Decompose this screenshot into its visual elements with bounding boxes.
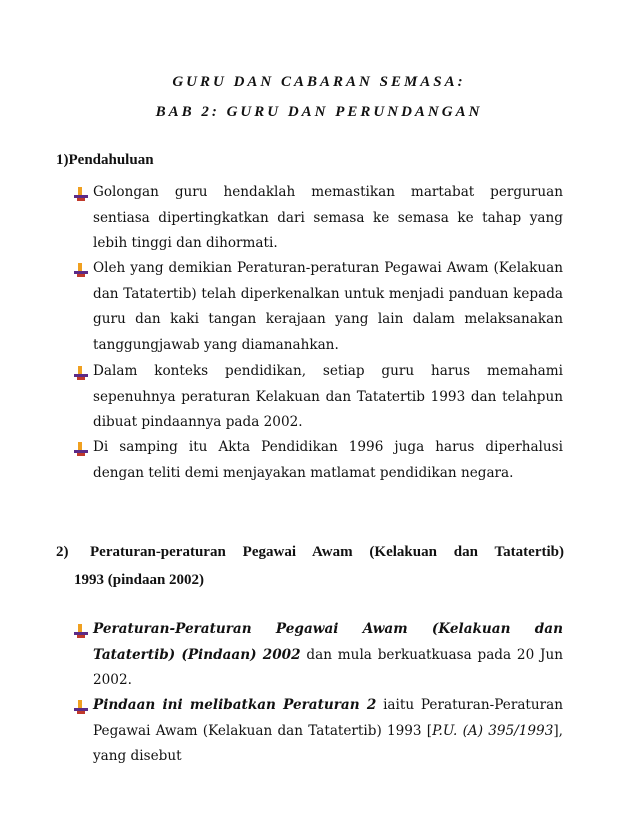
bullet-icon xyxy=(74,624,88,638)
bullet-icon xyxy=(74,187,88,201)
amendment-text: iaitu Peraturan-Peraturan Pegawai Awam (Kelakuan dan Tatatertib) 1993 [ xyxy=(93,697,563,739)
bullet-icon xyxy=(74,442,88,456)
list-item xyxy=(93,617,563,694)
bullet-icon xyxy=(74,366,88,380)
section-number: 2) xyxy=(56,544,69,560)
list-item: Dalam konteks pendidikan, setiap guru harus memahami sepenuhnya peraturan Kelakuan dan Tatatertib 1993 dan telahpun dibuat pindaannya pada 2002. xyxy=(93,363,563,431)
list-item xyxy=(93,693,563,770)
legal-reference: P.U. (A) 395/1993 xyxy=(432,722,554,739)
heading-line-2: 1993 (pindaan 2002) xyxy=(74,572,205,588)
regulation-title: Peraturan-Peraturan Pegawai Awam (Kelakuan dan Tatatertib) (Pindaan) 2002 xyxy=(93,621,563,663)
section-heading-text: Peraturan-peraturan Pegawai Awam (Kelakuan dan Tatatertib) xyxy=(90,544,564,560)
bullet-icon xyxy=(74,263,88,277)
document-subtitle: BAB 2: GURU DAN PERUNDANGAN xyxy=(155,104,483,120)
list-item: Golongan guru hendaklah memastikan martabat perguruan sentiasa dipertingkatkan dari semasa ke semasa ke tahap yang lebih tinggi dan dihormati. xyxy=(93,184,563,252)
section-heading-pendahuluan: 1)Pendahuluan xyxy=(56,152,154,168)
amendment-text-end: ], yang disebut xyxy=(93,722,563,765)
amendment-emphasis: Pindaan ini melibatkan Peraturan 2 xyxy=(93,697,377,713)
list-item: Di samping itu Akta Pendidikan 1996 juga harus diperhalusi dengan teliti demi menjayakan matlamat pendidikan negara. xyxy=(93,439,563,481)
section-heading-peraturan xyxy=(56,538,564,594)
regulation-effective-text: dan mula berkuatkuasa pada 20 Jun 2002. xyxy=(93,646,563,689)
heading-line-1 xyxy=(56,538,564,566)
document-title: GURU DAN CABARAN SEMASA: xyxy=(172,74,466,90)
bullet-icon xyxy=(74,700,88,714)
list-item: Oleh yang demikian Peraturan-peraturan Pegawai Awam (Kelakuan dan Tatatertib) telah diperkenalkan untuk menjadi panduan kepada guru dan kaki tangan kerajaan yang lain dalam melaksanakan tanggungjawab yang diamanahkan. xyxy=(93,260,563,353)
